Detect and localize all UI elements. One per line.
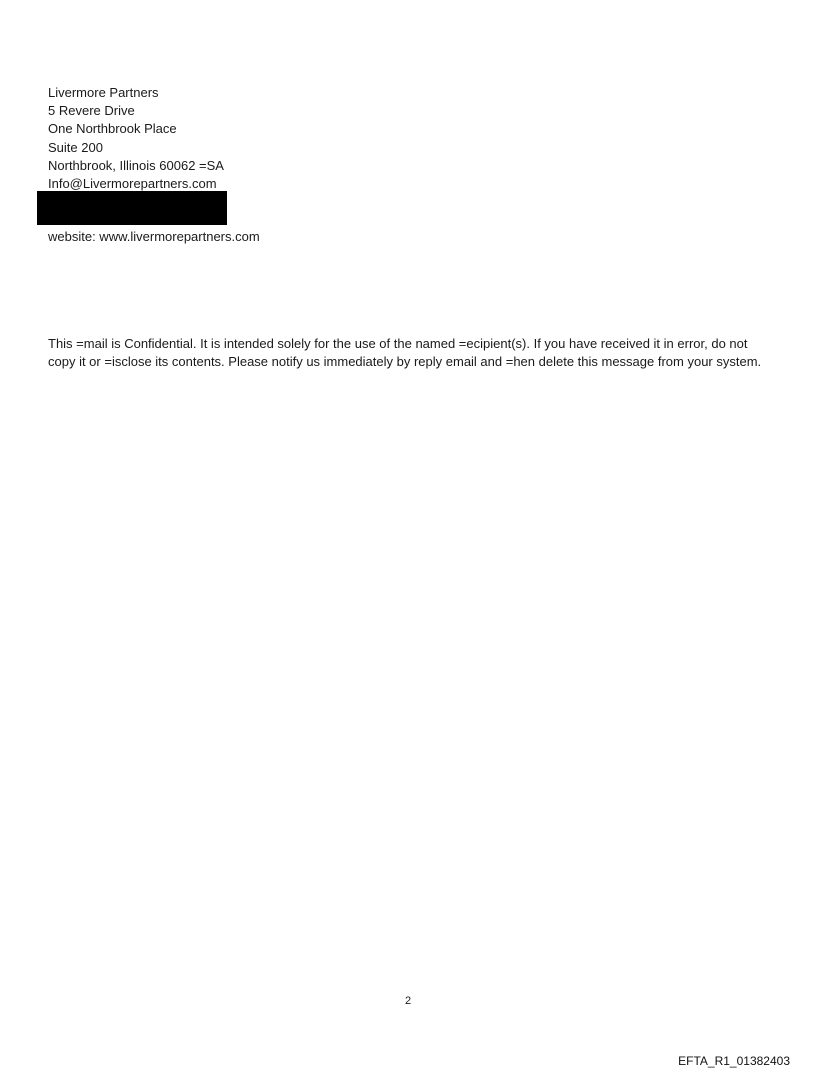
website-line: website: www.livermorepartners.com	[48, 229, 260, 244]
company-name: Livermore Partners	[48, 85, 159, 100]
contact-email: Info@Livermorepartners.com	[48, 176, 217, 192]
city-state-zip: Northbrook, Illinois 60062 =SA	[48, 157, 224, 173]
confidentiality-disclaimer: This =mail is Confidential. It is intended solely for the use of the named =ecipient(s). If you have received it in error, do not copy it or =isclose its contents. Please notify us immediately by reply email and =hen delete this message from your system.	[48, 336, 762, 369]
signature-address-block	[48, 84, 224, 193]
building-name: One Northbrook Place	[48, 121, 177, 137]
page-number: 2	[404, 995, 412, 1007]
document-id-stamp: EFTA_R1_01382403	[678, 1054, 790, 1068]
suite-number: Suite 200	[48, 139, 103, 155]
redaction-bar	[37, 191, 227, 225]
street-address: 5 Revere Drive	[48, 103, 135, 119]
